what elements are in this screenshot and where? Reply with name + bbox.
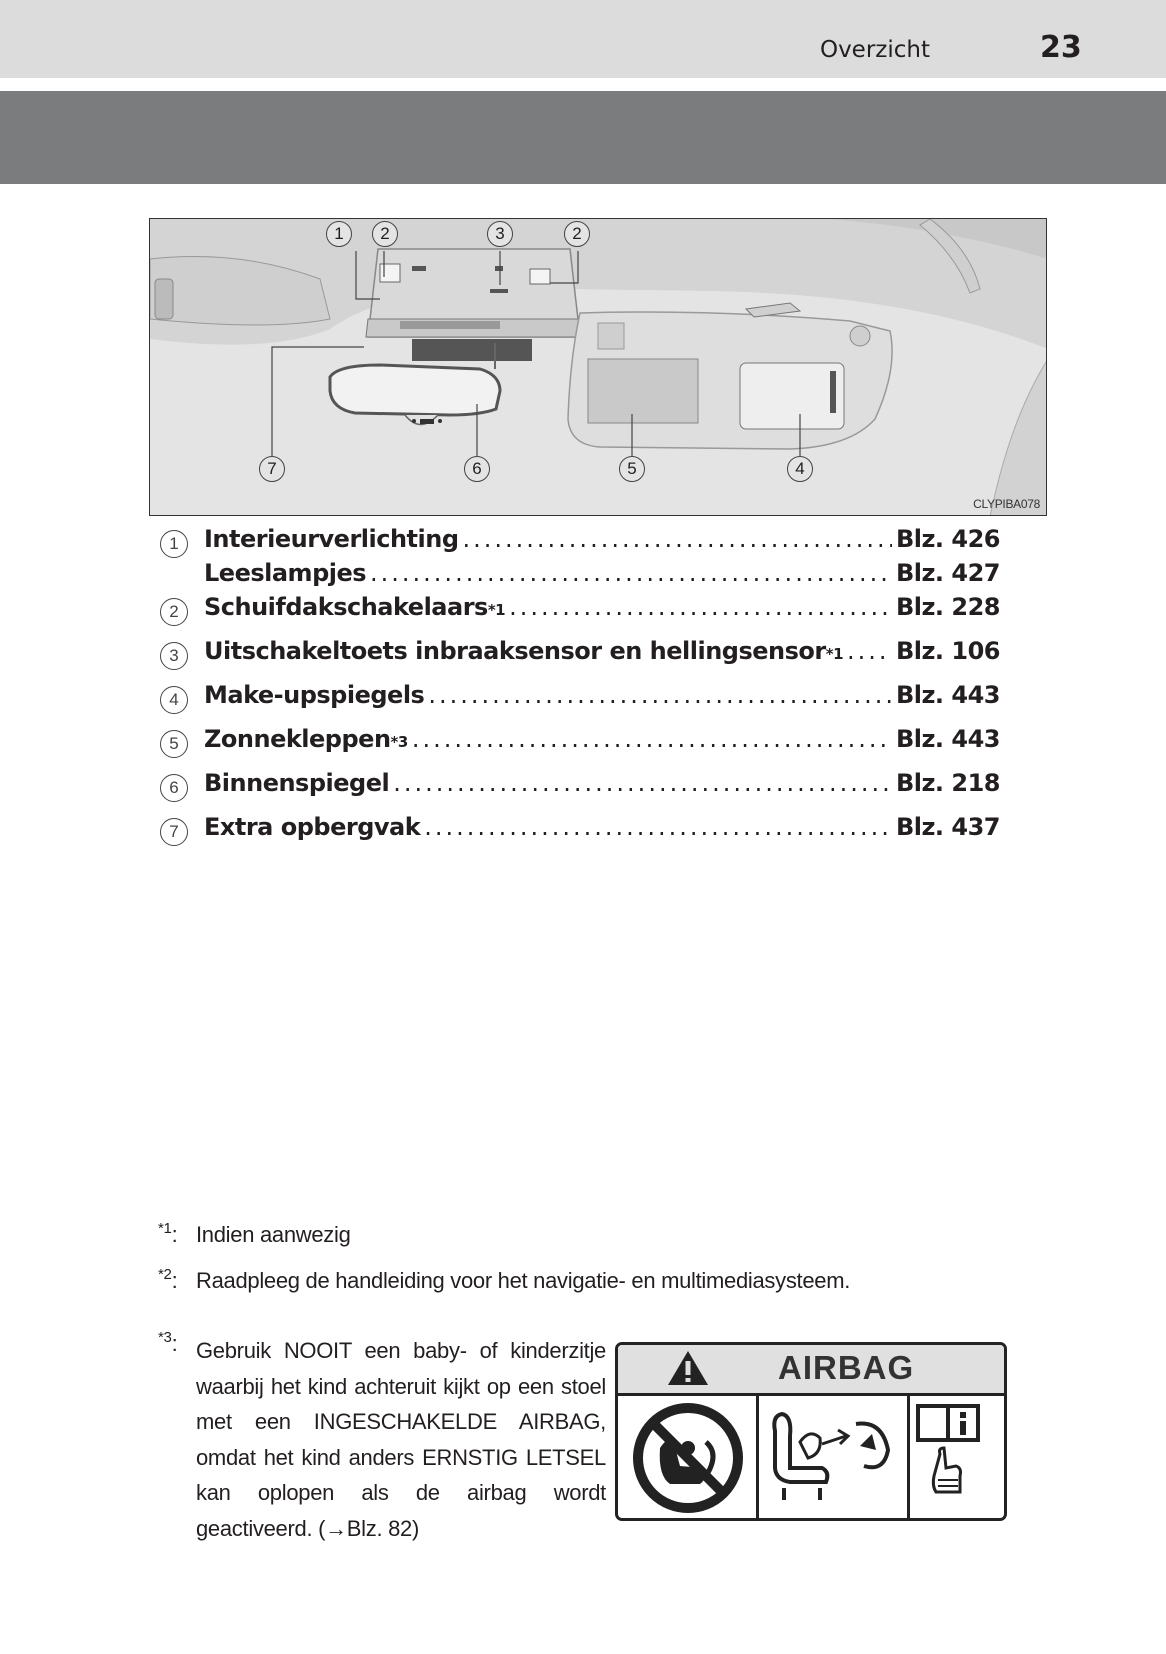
page-reference[interactable]: Blz. 106 <box>895 637 1000 665</box>
callout-5: 5 <box>619 456 645 482</box>
callout-3: 3 <box>487 221 513 247</box>
page-reference[interactable]: Blz. 218 <box>895 769 1000 797</box>
footnote-text: Indien aanwezig <box>196 1222 351 1247</box>
callout-4: 4 <box>787 456 813 482</box>
page-number: 23 <box>1040 30 1082 65</box>
index-number: 2 <box>160 598 188 626</box>
title-band <box>0 91 1166 184</box>
index-number: 5 <box>160 730 188 758</box>
callout-2b: 2 <box>564 221 590 247</box>
footnote-text: Raadpleeg de handleiding voor het navigatie- en multimediasysteem. <box>196 1268 851 1293</box>
leader-dots <box>428 681 892 709</box>
figure-code: CLYPIBA078 <box>973 497 1040 511</box>
page-reference[interactable]: Blz. 437 <box>895 813 1000 841</box>
leader-dots <box>424 813 892 841</box>
component-index-list <box>160 525 1000 857</box>
index-label: Schuifdakschakelaars <box>204 593 488 621</box>
no-child-seat-icon <box>618 1396 760 1521</box>
leader-dots <box>463 525 892 553</box>
airbag-label-header <box>618 1345 1004 1396</box>
footnote-mark: *1 <box>158 1220 172 1237</box>
index-label: Interieurverlichting <box>204 525 459 553</box>
index-number: 4 <box>160 686 188 714</box>
footnote-3-text: Gebruik NOOIT een baby- of kinderzitje waarbij het kind achteruit kijkt op een stoel met een INGESCHAKELDE AIRBAG, omdat het kind anders ERNSTIG LETSEL kan oplopen als de airbag wordt geactiveerd. (→Blz. 82) <box>196 1338 606 1541</box>
leader-dots <box>847 637 892 665</box>
airbag-warning-label <box>615 1342 1007 1521</box>
overhead-console-illustration <box>149 218 1047 516</box>
page-reference[interactable]: Blz. 443 <box>895 681 1000 709</box>
index-row <box>160 769 1000 813</box>
header-band <box>0 0 1166 78</box>
page-reference[interactable]: Blz. 427 <box>895 559 1000 587</box>
footnote-1: $^{*1}$: Indien aanwezig <box>158 1220 351 1247</box>
callout-7: 7 <box>259 456 285 482</box>
page-reference[interactable]: Blz. 443 <box>895 725 1000 753</box>
leader-dots <box>412 725 892 753</box>
page-reference[interactable]: Blz. 228 <box>895 593 1000 621</box>
index-number: 6 <box>160 774 188 802</box>
index-label: Zonnekleppen <box>204 725 391 753</box>
index-number: 7 <box>160 818 188 846</box>
index-number: 1 <box>160 530 188 558</box>
footnote-2: $^{*2}$: Raadpleeg de handleiding voor het navigatie- en multimediasysteem. <box>158 1266 851 1293</box>
index-row <box>160 681 1000 725</box>
warning-triangle-icon <box>666 1349 710 1387</box>
index-label: Make-upspiegels <box>204 681 425 709</box>
airbag-title: AIRBAG <box>778 1349 915 1386</box>
index-row: 5 Zonnekleppen *3 ..... Blz. 443 <box>160 725 1000 769</box>
footnote-mark: *3 <box>158 1329 172 1346</box>
index-label: Uitschakeltoets inbraaksensor en hellingsensor <box>204 637 826 665</box>
callout-1: 1 <box>326 221 352 247</box>
callout-2: 2 <box>372 221 398 247</box>
index-label: Binnenspiegel <box>204 769 390 797</box>
airbag-deploy-icon <box>760 1396 910 1521</box>
footnote-mark: *2 <box>158 1266 172 1283</box>
footnote-3-mark: $^{*3}$: <box>158 1329 178 1356</box>
callout-6: 6 <box>464 456 490 482</box>
header-gap <box>0 78 1166 91</box>
section-title: Overzicht <box>819 37 930 63</box>
manual-icon <box>910 1396 1004 1521</box>
index-row <box>160 559 1000 593</box>
leader-dots <box>509 593 892 621</box>
index-row: 3 Uitschakeltoets inbraaksensor en hellingsensor *1 ..... Blz. 106 <box>160 637 1000 681</box>
airbag-label-body <box>618 1396 1004 1518</box>
index-number: 3 <box>160 642 188 670</box>
index-label: Leeslampjes <box>204 559 367 587</box>
index-label: Extra opbergvak <box>204 813 421 841</box>
index-row: 2 Schuifdakschakelaars *1 ..... Blz. 228 <box>160 593 1000 637</box>
leader-dots <box>370 559 892 587</box>
page-reference[interactable]: Blz. 426 <box>895 525 1000 553</box>
leader-dots <box>393 769 892 797</box>
index-row <box>160 813 1000 857</box>
